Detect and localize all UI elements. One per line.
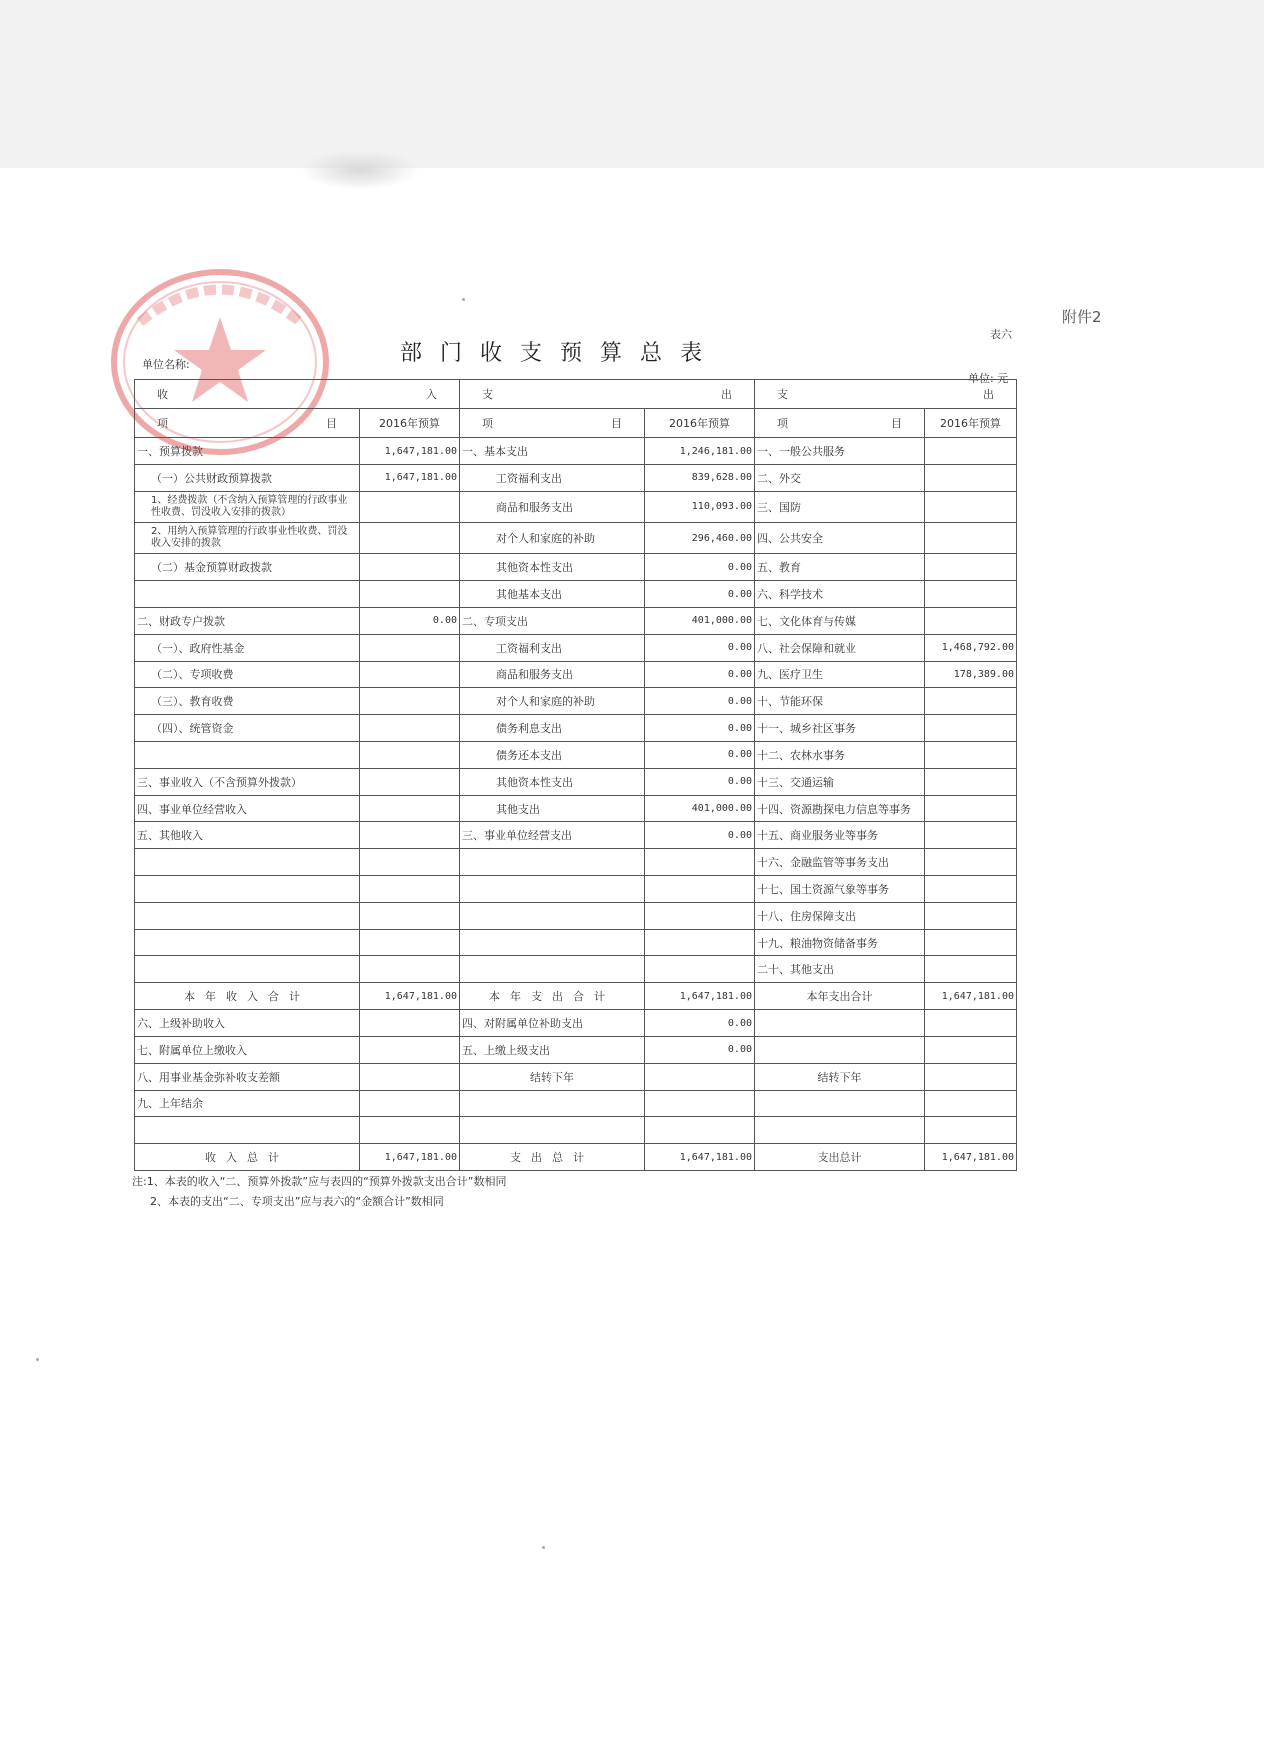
income-budget-cell (360, 1036, 460, 1063)
expenditure-item-cell: 其他支出 (460, 795, 645, 822)
expenditure-item-cell: 对个人和家庭的补助 (460, 688, 645, 715)
function-item-cell: 七、文化体育与传媒 (755, 607, 925, 634)
function-item-cell (755, 1010, 925, 1037)
expenditure-budget-cell (645, 902, 755, 929)
function-budget-cell (925, 902, 1017, 929)
income-budget-cell (360, 902, 460, 929)
table-row (135, 581, 1017, 608)
income-item-cell: （三）、教育收费 (135, 688, 360, 715)
function-budget-cell: 178,389.00 (925, 661, 1017, 688)
income-item-cell: （二）基金预算财政拨款 (135, 554, 360, 581)
expenditure-item-cell (460, 929, 645, 956)
expenditure-budget-cell (645, 956, 755, 983)
function-item-cell: 六、科学技术 (755, 581, 925, 608)
income-budget-header: 2016年预算 (360, 409, 460, 438)
expenditure-item-cell: 四、对附属单位补助支出 (460, 1010, 645, 1037)
expenditure-budget-cell: 0.00 (645, 581, 755, 608)
expenditure-budget-cell: 0.00 (645, 634, 755, 661)
income-budget-cell (360, 822, 460, 849)
table-row (135, 1036, 1017, 1063)
function-budget-cell (925, 715, 1017, 742)
income-item-cell: 二、财政专户拨款 (135, 607, 360, 634)
function-item-cell: 四、公共安全 (755, 523, 925, 554)
income-budget-cell (360, 1063, 460, 1090)
expenditure-item-cell: 三、事业单位经营支出 (460, 822, 645, 849)
function-item-cell: 十九、粮油物资储备事务 (755, 929, 925, 956)
income-item-cell: 一、预算拨款 (135, 438, 360, 465)
expenditure-budget-header: 2016年预算 (645, 409, 755, 438)
function-item-cell: 五、教育 (755, 554, 925, 581)
function-item-cell: 本年支出合计 (755, 983, 925, 1010)
income-item-cell: （一）、政府性基金 (135, 634, 360, 661)
income-item-cell (135, 956, 360, 983)
income-item-cell (135, 581, 360, 608)
income-budget-cell (360, 491, 460, 522)
expenditure-item-cell: 五、上缴上级支出 (460, 1036, 645, 1063)
table-row (135, 607, 1017, 634)
table-row (135, 1010, 1017, 1037)
expenditure-budget-cell: 0.00 (645, 1036, 755, 1063)
expenditure-budget-cell: 0.00 (645, 1010, 755, 1037)
income-budget-cell (360, 876, 460, 903)
function-budget-cell (925, 1063, 1017, 1090)
unit-label: 单位: 元 (968, 372, 1009, 385)
function-item-cell: 二十、其他支出 (755, 956, 925, 983)
expenditure-item-cell: 一、基本支出 (460, 438, 645, 465)
function-budget-cell (925, 491, 1017, 522)
function-item-header: 项 目 (755, 409, 925, 438)
income-item-cell (135, 929, 360, 956)
table-row (135, 661, 1017, 688)
attachment-label: 附件2 (1062, 308, 1102, 326)
income-item-cell: （四）、统管资金 (135, 715, 360, 742)
table-row (135, 795, 1017, 822)
function-budget-cell (925, 1090, 1017, 1117)
table-row (135, 1063, 1017, 1090)
expenditure-item-cell: 支出总计 (460, 1144, 645, 1171)
expenditure-item-cell: 债务还本支出 (460, 741, 645, 768)
expenditure-budget-cell: 0.00 (645, 715, 755, 742)
scan-border (0, 0, 1264, 168)
income-item-cell (135, 741, 360, 768)
income-item-cell: 1、经费拨款（不含纳入预算管理的行政事业性收费、罚没收入安排的拨款） (135, 491, 360, 522)
income-item-cell: （二）、专项收费 (135, 661, 360, 688)
function-budget-cell (925, 523, 1017, 554)
function-budget-cell (925, 849, 1017, 876)
expenditure-budget-cell: 401,000.00 (645, 795, 755, 822)
table-row (135, 464, 1017, 491)
function-budget-cell (925, 688, 1017, 715)
function-item-cell: 十二、农林水事务 (755, 741, 925, 768)
expenditure-item-cell: 其他基本支出 (460, 581, 645, 608)
table-row (135, 554, 1017, 581)
expenditure-budget-cell: 0.00 (645, 554, 755, 581)
expenditure-budget-cell (645, 1063, 755, 1090)
function-budget-cell (925, 464, 1017, 491)
income-item-header: 项 目 (135, 409, 360, 438)
expenditure-item-cell: 债务利息支出 (460, 715, 645, 742)
income-budget-cell (360, 523, 460, 554)
table-row (135, 768, 1017, 795)
income-budget-cell: 1,647,181.00 (360, 1144, 460, 1171)
expenditure-budget-cell (645, 876, 755, 903)
expenditure-budget-cell: 1,246,181.00 (645, 438, 755, 465)
function-group-header: 支 出 (755, 380, 1017, 409)
income-budget-cell (360, 661, 460, 688)
table-row (135, 438, 1017, 465)
note-2: 2、本表的支出“二、专项支出”应与表六的“金额合计”数相同 (150, 1195, 444, 1208)
income-budget-cell (360, 688, 460, 715)
income-budget-cell: 1,647,181.00 (360, 464, 460, 491)
income-item-cell (135, 849, 360, 876)
function-item-cell: 结转下年 (755, 1063, 925, 1090)
expenditure-item-header: 项 目 (460, 409, 645, 438)
expenditure-item-cell: 本年支出合计 (460, 983, 645, 1010)
income-item-cell (135, 876, 360, 903)
expenditure-budget-cell (645, 849, 755, 876)
expenditure-budget-cell: 0.00 (645, 768, 755, 795)
function-budget-cell: 1,647,181.00 (925, 1144, 1017, 1171)
scan-fold-shadow (300, 150, 420, 190)
scan-speck (36, 1358, 39, 1361)
table-row (135, 902, 1017, 929)
scan-speck (462, 298, 465, 301)
expenditure-budget-cell: 1,647,181.00 (645, 983, 755, 1010)
income-budget-cell: 0.00 (360, 607, 460, 634)
income-item-cell: 四、事业单位经营收入 (135, 795, 360, 822)
expenditure-item-cell (460, 1090, 645, 1117)
function-item-cell: 十、节能环保 (755, 688, 925, 715)
income-budget-cell (360, 956, 460, 983)
income-item-cell: 七、附属单位上缴收入 (135, 1036, 360, 1063)
table-row (135, 1117, 1017, 1144)
function-budget-cell (925, 438, 1017, 465)
function-item-cell (755, 1036, 925, 1063)
expenditure-item-cell: 工资福利支出 (460, 464, 645, 491)
income-item-cell: 八、用事业基金弥补收支差额 (135, 1063, 360, 1090)
function-budget-cell (925, 822, 1017, 849)
function-item-cell: 九、医疗卫生 (755, 661, 925, 688)
expenditure-budget-cell: 839,628.00 (645, 464, 755, 491)
table-number: 表六 (990, 328, 1012, 341)
table-row (135, 688, 1017, 715)
function-item-cell: 二、外交 (755, 464, 925, 491)
income-budget-cell (360, 795, 460, 822)
expenditure-budget-cell: 296,460.00 (645, 523, 755, 554)
expenditure-item-cell: 其他资本性支出 (460, 554, 645, 581)
table-row (135, 822, 1017, 849)
function-item-cell: 十七、国土资源气象等事务 (755, 876, 925, 903)
scan-speck (542, 1546, 545, 1549)
table-row (135, 491, 1017, 522)
function-budget-cell (925, 929, 1017, 956)
income-item-cell: 2、用纳入预算管理的行政事业性收费、罚没收入安排的拨款 (135, 523, 360, 554)
income-item-cell (135, 902, 360, 929)
function-item-cell: 支出总计 (755, 1144, 925, 1171)
expenditure-budget-cell: 401,000.00 (645, 607, 755, 634)
function-budget-cell (925, 876, 1017, 903)
function-budget-cell (925, 1036, 1017, 1063)
expenditure-budget-cell: 0.00 (645, 741, 755, 768)
income-item-cell: 六、上级补助收入 (135, 1010, 360, 1037)
table-row (135, 741, 1017, 768)
function-budget-cell (925, 1010, 1017, 1037)
expenditure-item-cell (460, 1117, 645, 1144)
function-item-cell: 三、国防 (755, 491, 925, 522)
function-budget-cell: 1,468,792.00 (925, 634, 1017, 661)
income-item-cell: 收入总计 (135, 1144, 360, 1171)
budget-table (134, 379, 1017, 1171)
income-budget-cell (360, 1117, 460, 1144)
function-budget-header: 2016年预算 (925, 409, 1017, 438)
page-title: 部门收支预算总表 (400, 341, 721, 366)
function-budget-cell (925, 956, 1017, 983)
table-row (135, 876, 1017, 903)
function-item-cell: 十一、城乡社区事务 (755, 715, 925, 742)
group-header-row (135, 380, 1017, 409)
table-row (135, 523, 1017, 554)
expenditure-budget-cell: 1,647,181.00 (645, 1144, 755, 1171)
expenditure-item-cell: 其他资本性支出 (460, 768, 645, 795)
income-budget-cell (360, 554, 460, 581)
income-item-cell: 三、事业收入（不含预算外拨款） (135, 768, 360, 795)
function-budget-cell (925, 741, 1017, 768)
function-budget-cell (925, 795, 1017, 822)
function-item-cell: 十六、金融监管等事务支出 (755, 849, 925, 876)
expenditure-item-cell: 二、专项支出 (460, 607, 645, 634)
table-notes (132, 1172, 507, 1212)
table-row (135, 634, 1017, 661)
expenditure-group-header: 支 出 (460, 380, 755, 409)
income-budget-cell (360, 849, 460, 876)
function-item-cell: 十三、交通运输 (755, 768, 925, 795)
function-item-cell (755, 1117, 925, 1144)
table-row (135, 849, 1017, 876)
income-budget-cell (360, 581, 460, 608)
function-budget-cell (925, 607, 1017, 634)
table-row (135, 983, 1017, 1010)
table-row (135, 1144, 1017, 1171)
expenditure-budget-cell: 0.00 (645, 661, 755, 688)
income-group-header: 收 入 (135, 380, 460, 409)
note-1: 注:1、本表的收入“二、预算外拨款”应与表四的“预算外拨款支出合计”数相同 (132, 1175, 507, 1188)
income-item-cell: 五、其他收入 (135, 822, 360, 849)
expenditure-item-cell (460, 902, 645, 929)
expenditure-item-cell: 工资福利支出 (460, 634, 645, 661)
income-budget-cell (360, 1010, 460, 1037)
expenditure-budget-cell: 110,093.00 (645, 491, 755, 522)
income-item-cell (135, 1117, 360, 1144)
table-row (135, 1090, 1017, 1117)
income-item-cell: （一）公共财政预算拨款 (135, 464, 360, 491)
expenditure-budget-cell (645, 929, 755, 956)
function-item-cell: 十五、商业服务业等事务 (755, 822, 925, 849)
function-budget-cell: 1,647,181.00 (925, 983, 1017, 1010)
function-item-cell (755, 1090, 925, 1117)
income-budget-cell (360, 741, 460, 768)
expenditure-budget-cell: 0.00 (645, 688, 755, 715)
unit-name-label: 单位名称: (142, 358, 190, 371)
function-item-cell: 十四、资源勘探电力信息等事务 (755, 795, 925, 822)
expenditure-item-cell: 商品和服务支出 (460, 491, 645, 522)
income-budget-cell (360, 768, 460, 795)
expenditure-item-cell: 结转下年 (460, 1063, 645, 1090)
income-item-cell: 九、上年结余 (135, 1090, 360, 1117)
income-budget-cell (360, 929, 460, 956)
income-budget-cell (360, 715, 460, 742)
function-budget-cell (925, 554, 1017, 581)
expenditure-item-cell (460, 956, 645, 983)
function-budget-cell (925, 768, 1017, 795)
function-item-cell: 一、一般公共服务 (755, 438, 925, 465)
table-row (135, 929, 1017, 956)
function-budget-cell (925, 1117, 1017, 1144)
function-item-cell: 八、社会保障和就业 (755, 634, 925, 661)
expenditure-budget-cell (645, 1090, 755, 1117)
expenditure-item-cell (460, 849, 645, 876)
column-header-row (135, 409, 1017, 438)
function-item-cell: 十八、住房保障支出 (755, 902, 925, 929)
expenditure-item-cell: 对个人和家庭的补助 (460, 523, 645, 554)
function-budget-cell (925, 581, 1017, 608)
expenditure-budget-cell: 0.00 (645, 822, 755, 849)
income-item-cell: 本年收入合计 (135, 983, 360, 1010)
income-budget-cell: 1,647,181.00 (360, 438, 460, 465)
income-budget-cell: 1,647,181.00 (360, 983, 460, 1010)
table-row (135, 956, 1017, 983)
income-budget-cell (360, 1090, 460, 1117)
expenditure-budget-cell (645, 1117, 755, 1144)
expenditure-item-cell (460, 876, 645, 903)
income-budget-cell (360, 634, 460, 661)
expenditure-item-cell: 商品和服务支出 (460, 661, 645, 688)
table-row (135, 715, 1017, 742)
